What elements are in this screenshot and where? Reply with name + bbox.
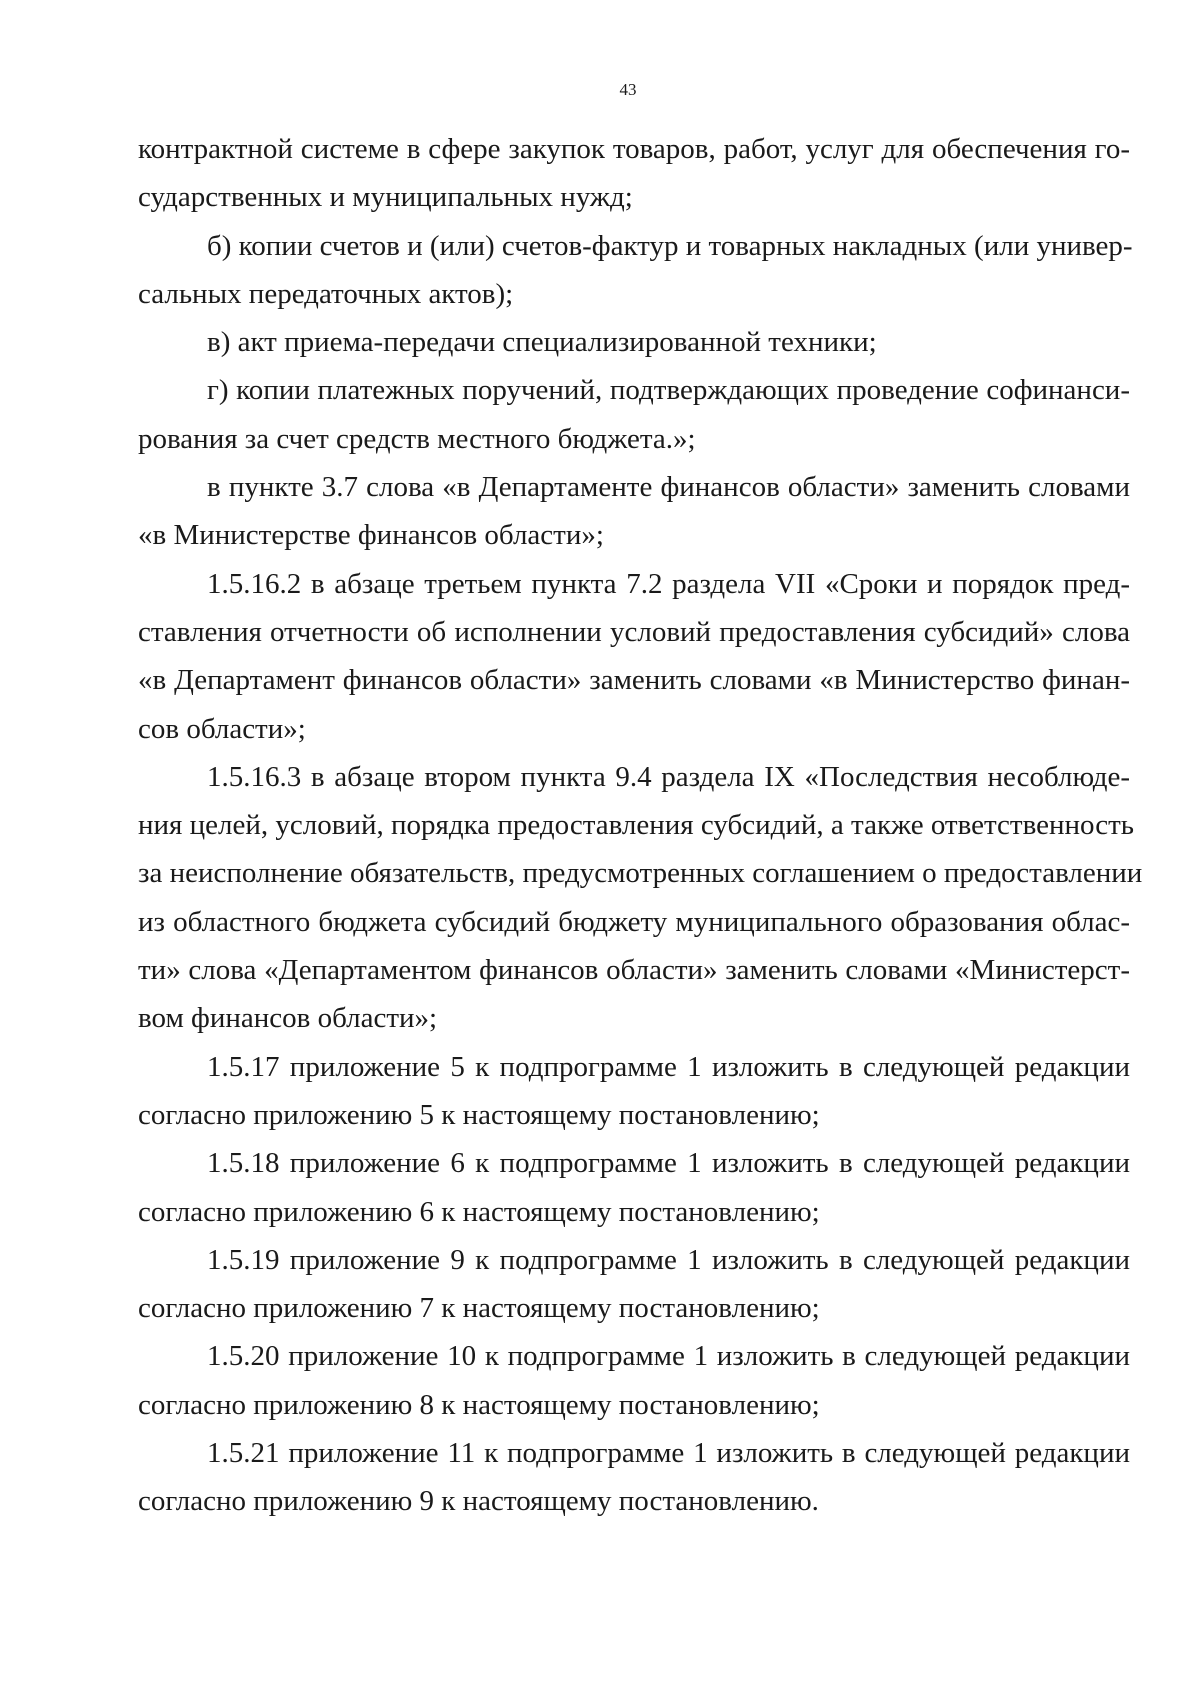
- text-line: сударственных и муниципальных нужд;: [138, 181, 633, 214]
- text-line: рования за счет средств местного бюджета.»;: [138, 422, 696, 455]
- text-line: сальных передаточных актов);: [138, 277, 514, 310]
- text-line: за неисполнение обязательств, предусмотренных соглашением о предоставлении: [138, 857, 1143, 890]
- text-line: 1.5.18 приложение 6 к подпрограмме 1 изложить в следующей редакции: [207, 1147, 1130, 1180]
- text-line: контрактной системе в сфере закупок товаров, работ, услуг для обеспечения го-: [138, 133, 1130, 165]
- text-line: «в Департамент финансов области» заменить словами «в Министерство финан-: [138, 664, 1130, 697]
- text-line: вом финансов области»;: [138, 1002, 438, 1035]
- text-line: 1.5.21 приложение 11 к подпрограмме 1 изложить в следующей редакции: [207, 1437, 1130, 1470]
- text-line: 1.5.16.2 в абзаце третьем пункта 7.2 раздела VII «Сроки и порядок пред-: [207, 567, 1130, 600]
- text-line: ти» слова «Департаментом финансов области» заменить словами «Министерст-: [138, 954, 1130, 987]
- text-line: согласно приложению 9 к настоящему постановлению.: [138, 1485, 819, 1518]
- text-line: 1.5.16.3 в абзаце втором пункта 9.4 раздела IX «Последствия несоблюде-: [207, 760, 1130, 793]
- text-line: ставления отчетности об исполнении условий предоставления субсидий» слова: [138, 615, 1130, 648]
- text-line: 1.5.19 приложение 9 к подпрограмме 1 изложить в следующей редакции: [207, 1243, 1130, 1276]
- text-line: согласно приложению 8 к настоящему постановлению;: [138, 1388, 820, 1421]
- text-line: в пункте 3.7 слова «в Департаменте финансов области» заменить словами: [207, 471, 1130, 504]
- text-line: согласно приложению 7 к настоящему постановлению;: [138, 1292, 820, 1325]
- text-line: г) копии платежных поручений, подтверждающих проведение софинанси-: [207, 374, 1130, 407]
- text-line: 1.5.17 приложение 5 к подпрограмме 1 изложить в следующей редакции: [207, 1050, 1130, 1083]
- text-line: «в Министерстве финансов области»;: [138, 519, 604, 552]
- page-number: 43: [619, 80, 637, 99]
- text-line: в) акт приема-передачи специализированной техники;: [207, 326, 877, 359]
- text-line: сов области»;: [138, 712, 306, 745]
- text-line: из областного бюджета субсидий бюджету муниципального образования облас-: [138, 905, 1130, 938]
- text-line: согласно приложению 5 к настоящему постановлению;: [138, 1098, 820, 1131]
- document-body: [138, 125, 1143, 1526]
- text-line: б) копии счетов и (или) счетов-фактур и товарных накладных (или универ-: [207, 229, 1133, 262]
- text-line: согласно приложению 6 к настоящему постановлению;: [138, 1195, 820, 1228]
- text-line: 1.5.20 приложение 10 к подпрограмме 1 изложить в следующей редакции: [207, 1340, 1130, 1373]
- text-line: ния целей, условий, порядка предоставления субсидий, а также ответственность: [138, 809, 1134, 842]
